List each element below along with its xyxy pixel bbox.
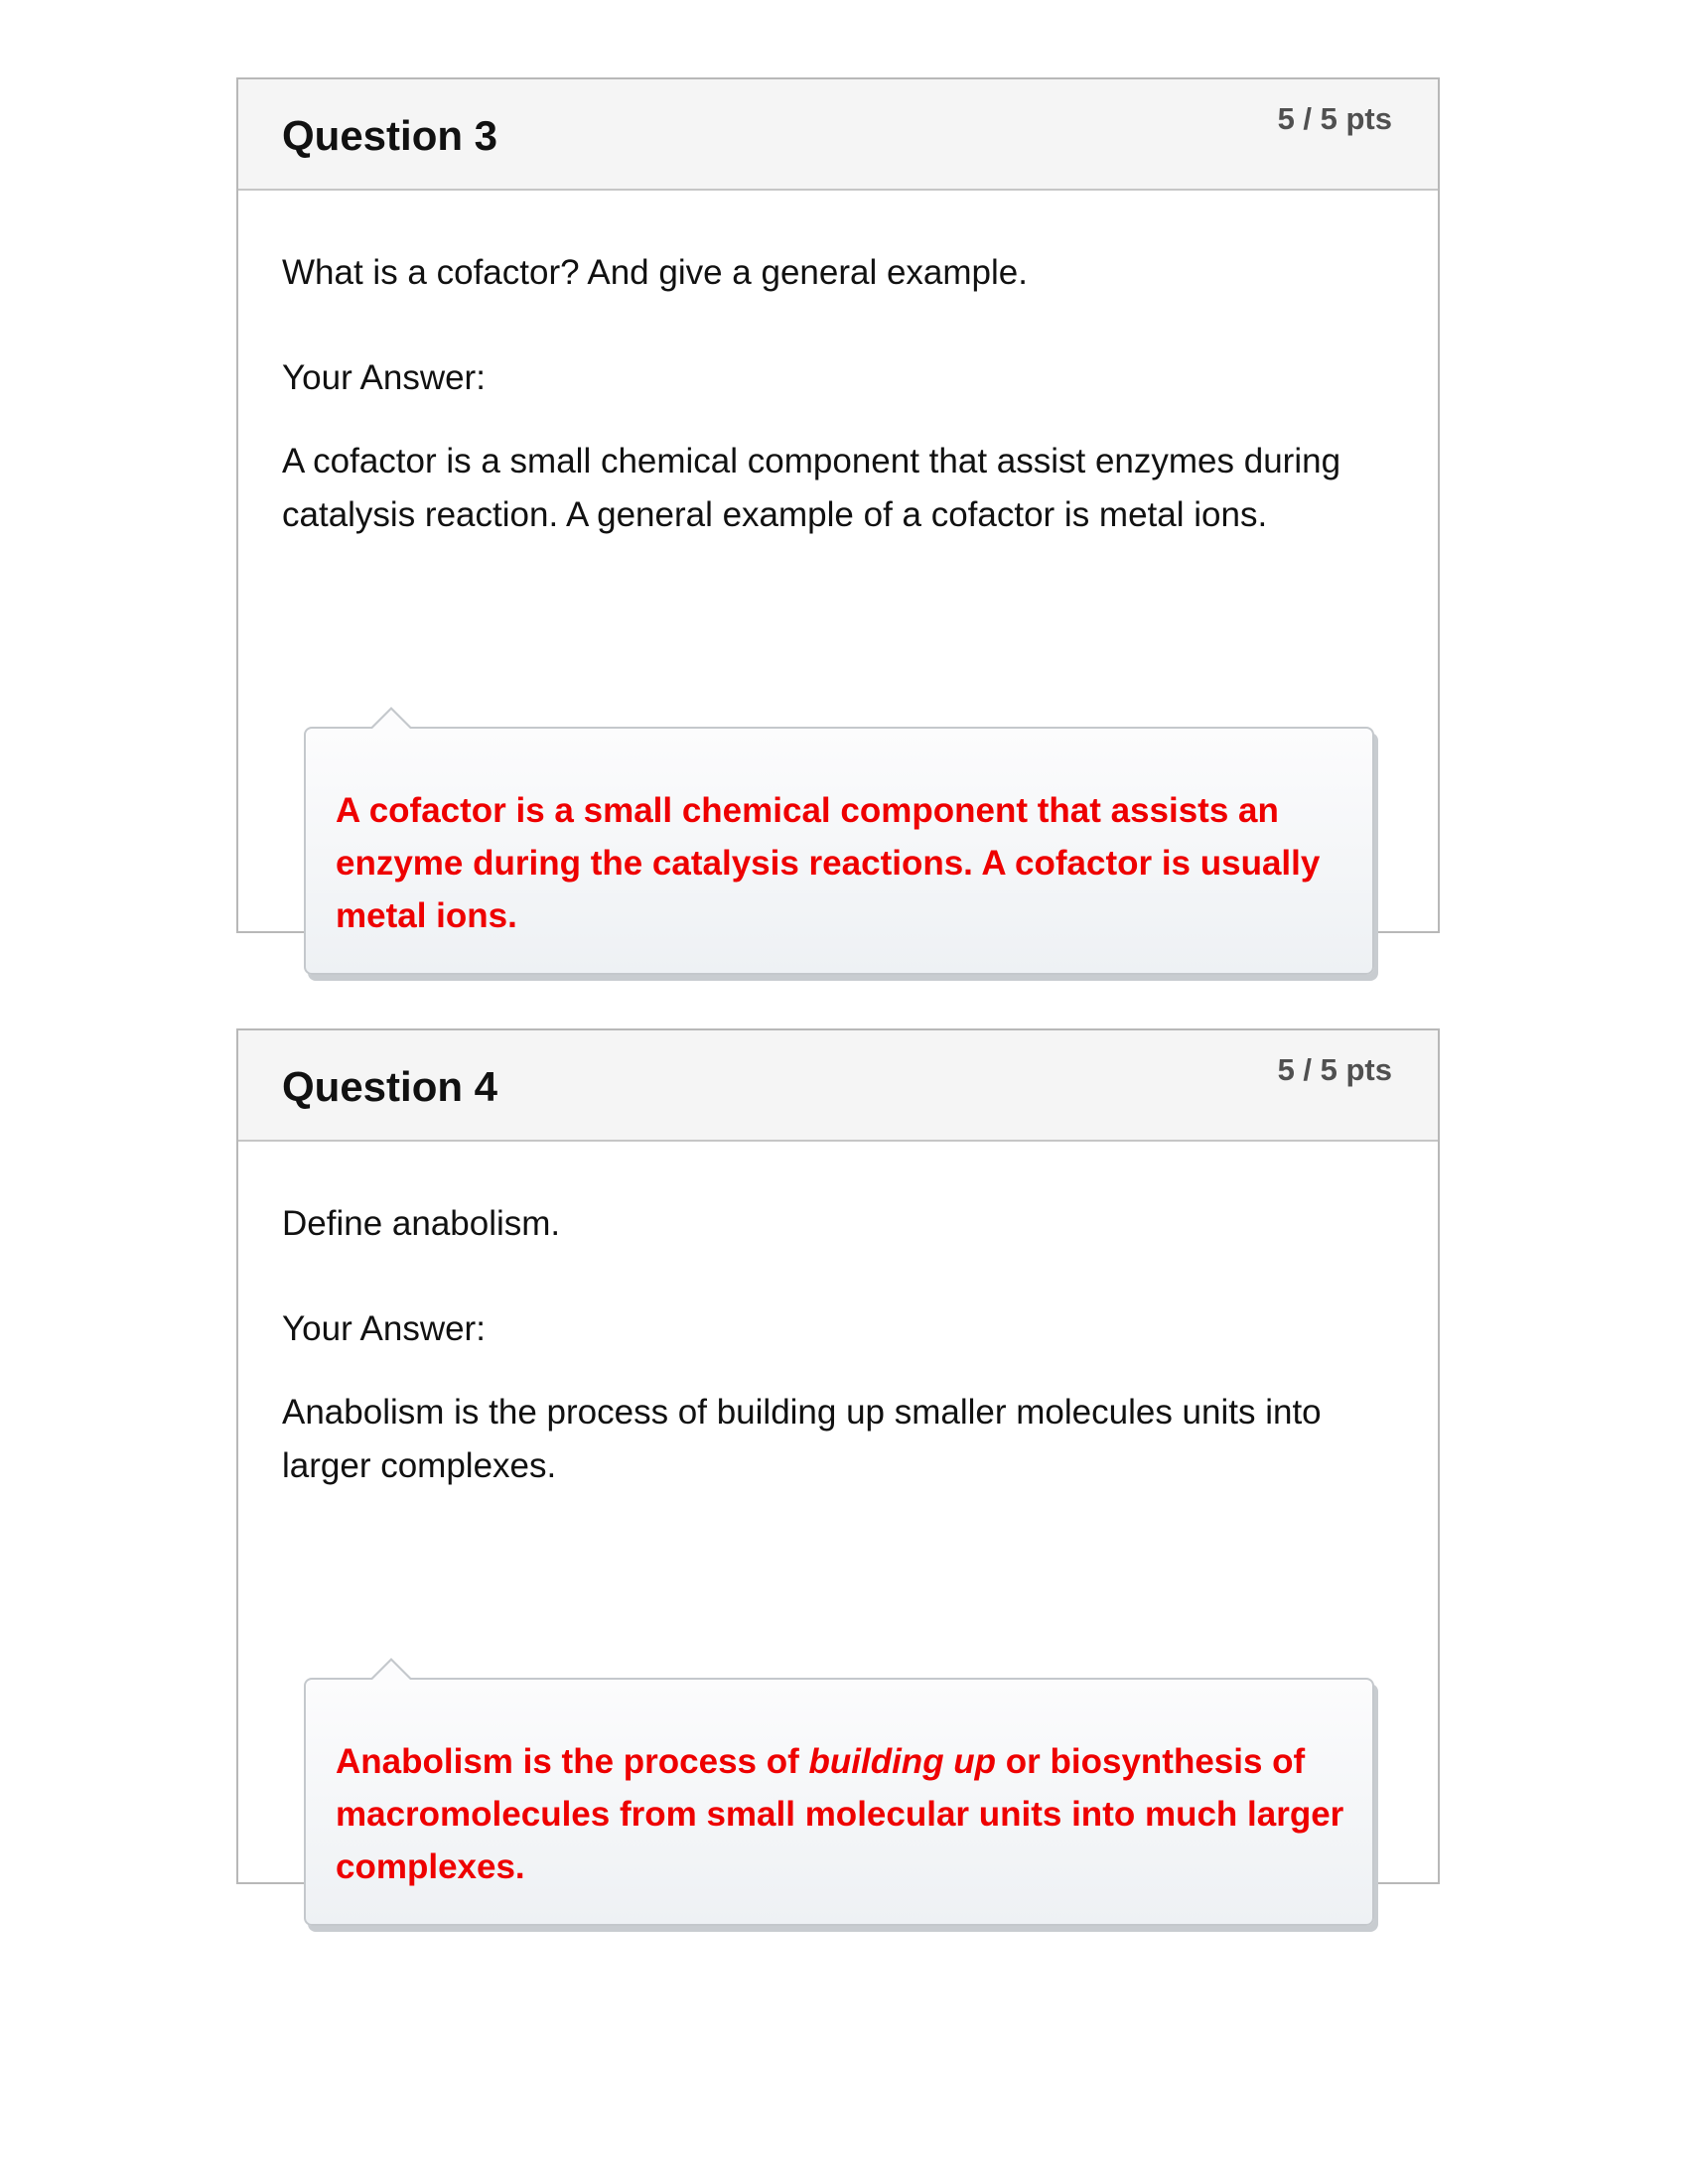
comment-emphasis: building up xyxy=(808,1742,997,1781)
question-prompt: Define anabolism. xyxy=(282,1204,561,1243)
question-points: 5 / 5 pts xyxy=(1277,101,1392,136)
question-4-card xyxy=(236,1028,1440,1884)
your-answer-label: Your Answer: xyxy=(282,1309,486,1348)
student-answer: Anabolism is the process of building up smaller molecules units into larger complexes. xyxy=(282,1393,1322,1485)
question-header xyxy=(238,1030,1438,1142)
question-points: 5 / 5 pts xyxy=(1277,1052,1392,1087)
comment-text-part: or biosynthesis of macromolecules from small molecular units into much larger complexes. xyxy=(336,1742,1344,1886)
student-answer: A cofactor is a small chemical component that assist enzymes during catalysis reaction. A general example of a cofactor is metal ions. xyxy=(282,442,1341,534)
question-title: Question 4 xyxy=(282,1063,498,1110)
question-prompt: What is a cofactor? And give a general example. xyxy=(282,253,1028,292)
question-title: Question 3 xyxy=(282,112,498,159)
feedback-comment-text: A cofactor is a small chemical component that assists an enzyme during the catalysis reactions. A cofactor is usually metal ions. xyxy=(336,791,1321,935)
question-header xyxy=(238,79,1438,191)
your-answer-label: Your Answer: xyxy=(282,358,486,397)
feedback-comment-box xyxy=(304,1678,1374,1926)
feedback-comment-box xyxy=(304,727,1374,975)
feedback-comment-text xyxy=(336,1735,1348,1893)
comment-text-part: Anabolism is the process of xyxy=(336,1742,809,1781)
question-3-card xyxy=(236,77,1440,933)
